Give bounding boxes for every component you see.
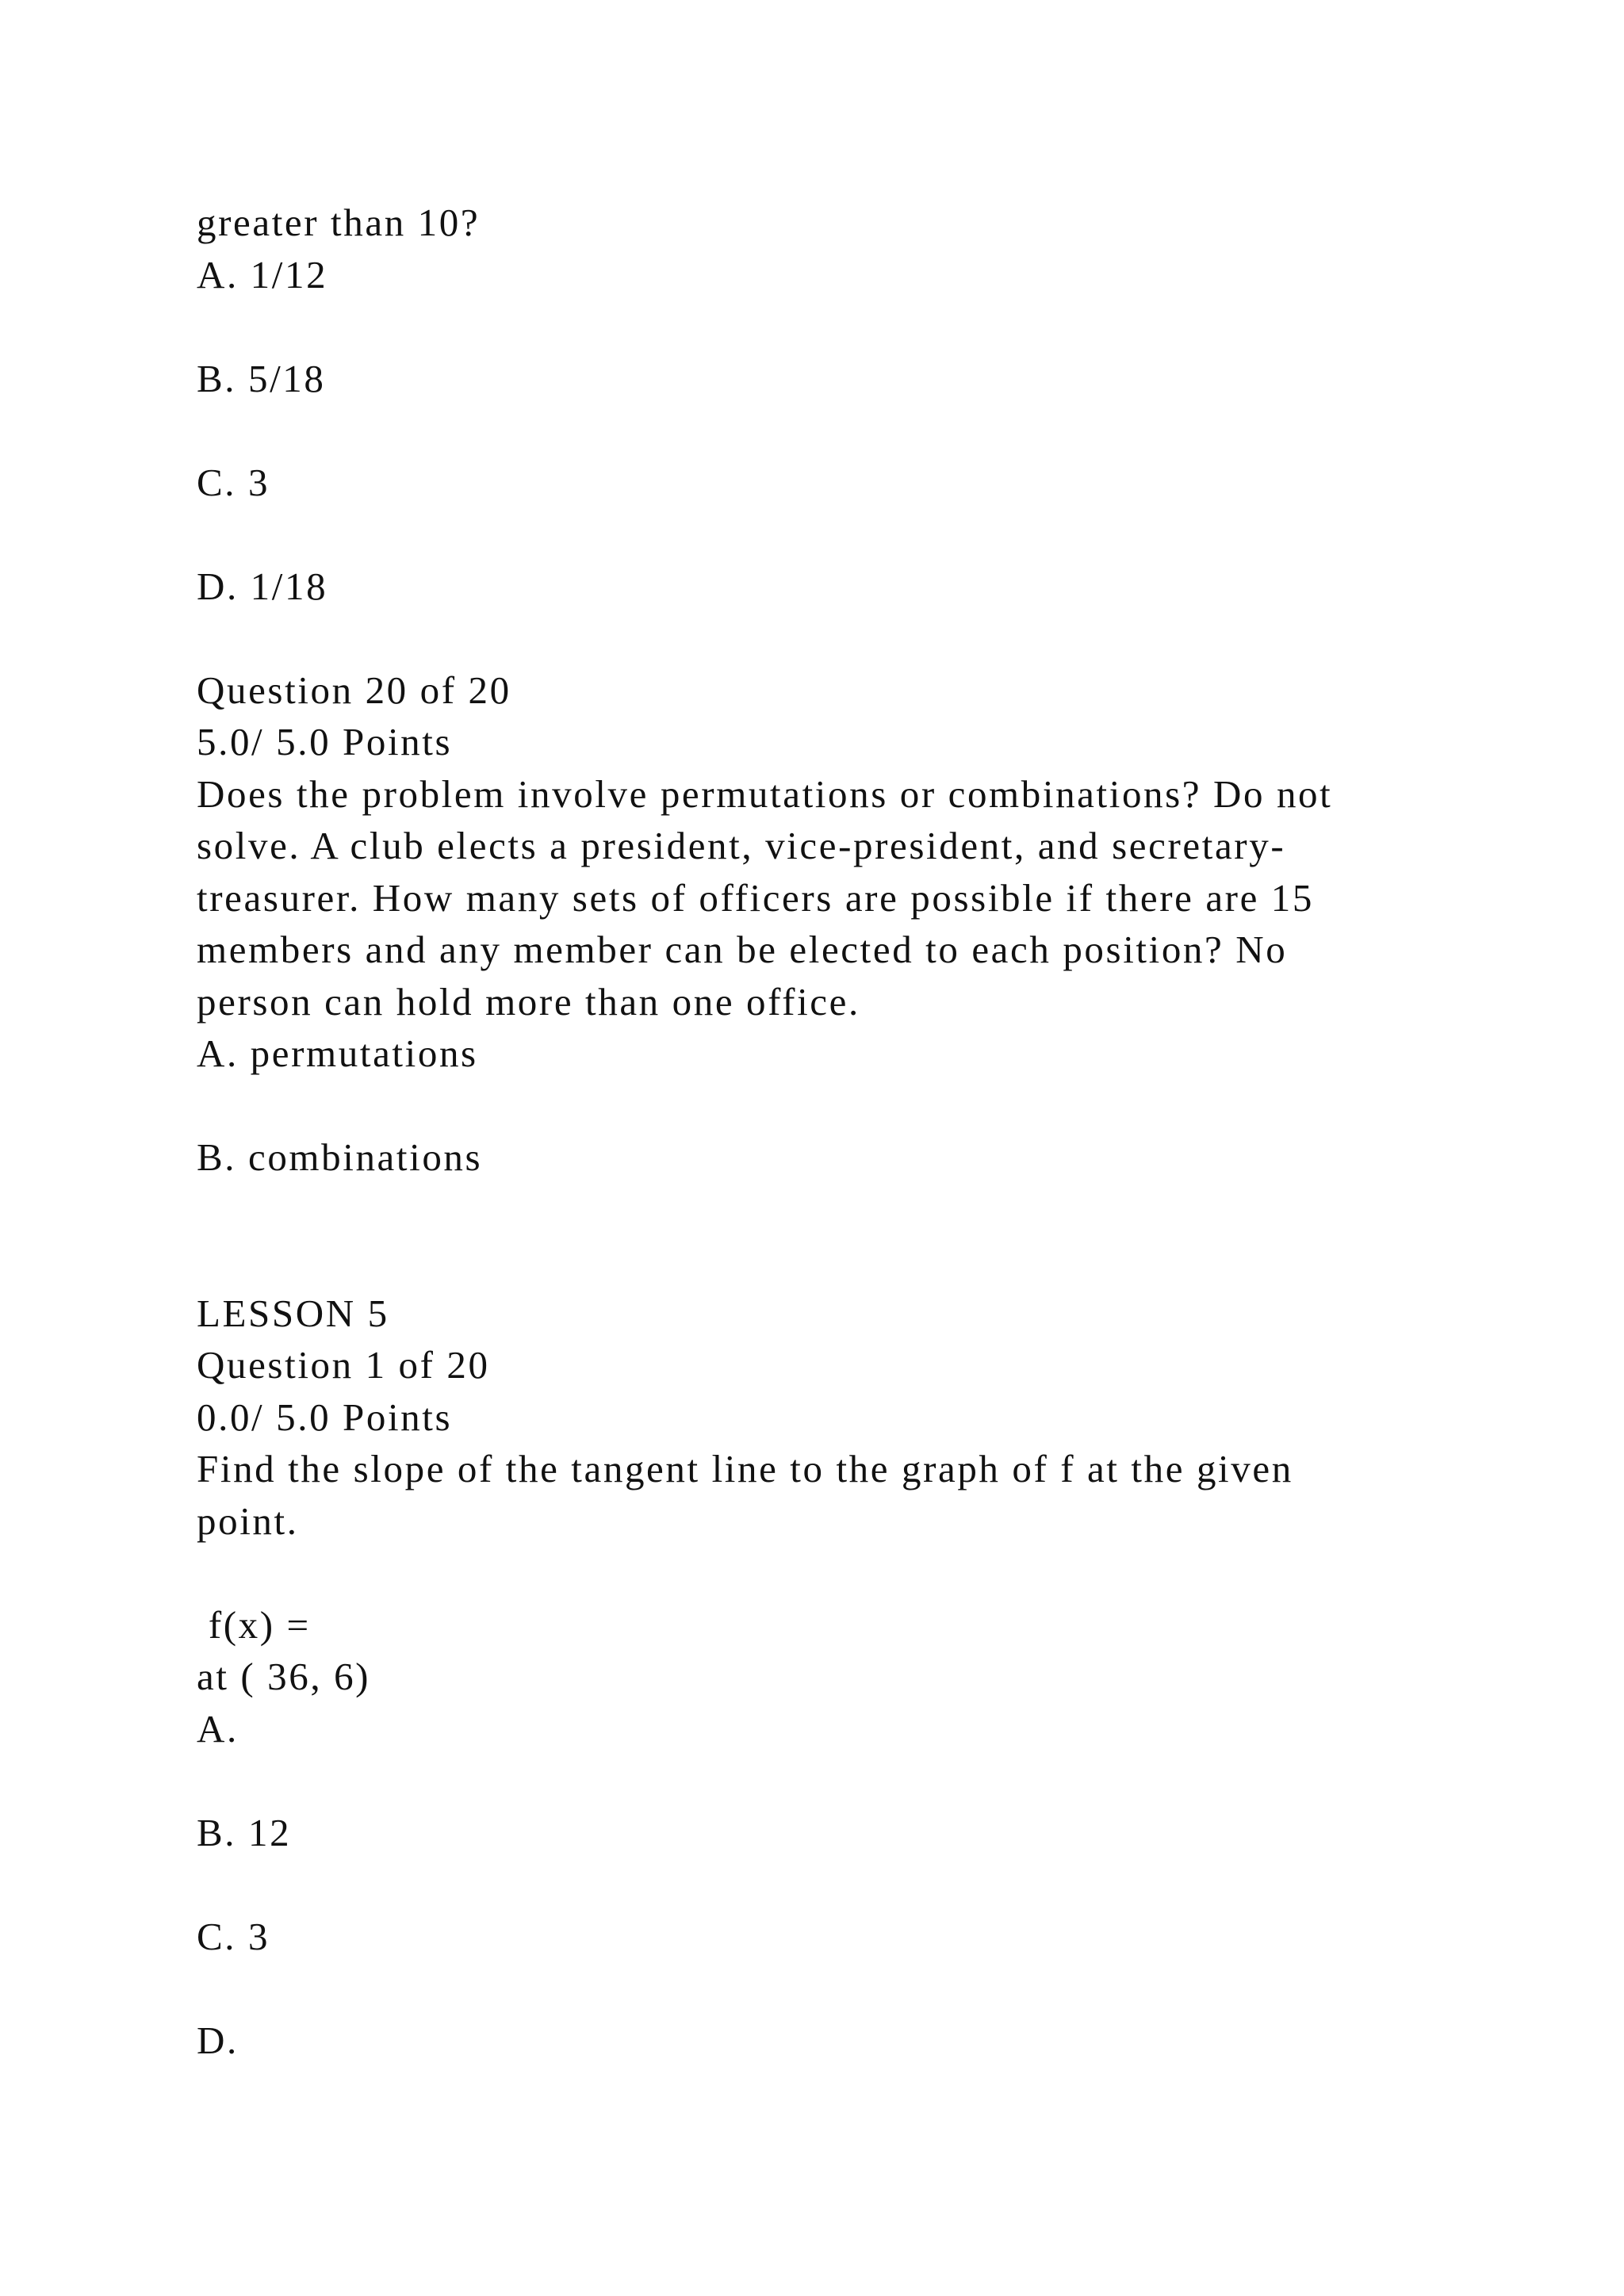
question-19-option-b: B. 5/18 xyxy=(197,356,326,400)
question-19-option-a: A. 1/12 xyxy=(197,252,328,297)
lesson-5-question-1-header: Question 1 of 20 xyxy=(197,1343,490,1387)
question-20-stem-line-2: solve. A club elects a president, vice-president, and secretary- xyxy=(197,824,1286,867)
question-20-stem-line-4: members and any member can be elected to each position? No xyxy=(197,928,1288,971)
question-20-header: Question 20 of 20 xyxy=(197,668,511,712)
question-20-option-a: A. permutations xyxy=(197,1031,478,1075)
function-label: f(x) = xyxy=(197,1602,323,1647)
lesson-5-question-1-option-a: A. xyxy=(197,1706,239,1751)
lesson-5-question-1-stem-line-1: Find the slope of the tangent line to the graph of f at the given xyxy=(197,1447,1293,1490)
lesson-5-question-1-option-c: C. 3 xyxy=(197,1914,270,1958)
lesson-5-question-1-points: 0.0/ 5.0 Points xyxy=(197,1395,453,1439)
question-20-option-b: B. combinations xyxy=(197,1135,483,1179)
question-20-stem-line-5: person can hold more than one office. xyxy=(197,979,860,1024)
lesson-5-question-1-option-d: D. xyxy=(197,2018,239,2062)
at-point: at ( 36, 6) xyxy=(197,1655,371,1698)
question-20-points: 5.0/ 5.0 Points xyxy=(197,720,453,763)
lesson-5-question-1-stem-line-2: point. xyxy=(197,1498,299,1543)
document-body xyxy=(197,197,1450,2066)
question-19-option-c: C. 3 xyxy=(197,460,270,504)
question-19-option-d: D. 1/18 xyxy=(197,564,328,608)
question-20-stem-line-3: treasurer. How many sets of officers are possible if there are 15 xyxy=(197,875,1314,920)
question-19-stem-tail: greater than 10? xyxy=(197,201,481,244)
lesson-5-question-1-option-b: B. 12 xyxy=(197,1810,292,1854)
lesson-5-title: LESSON 5 xyxy=(197,1291,389,1335)
question-20-stem-line-1: Does the problem involve permutations or combinations? Do not xyxy=(197,771,1333,816)
